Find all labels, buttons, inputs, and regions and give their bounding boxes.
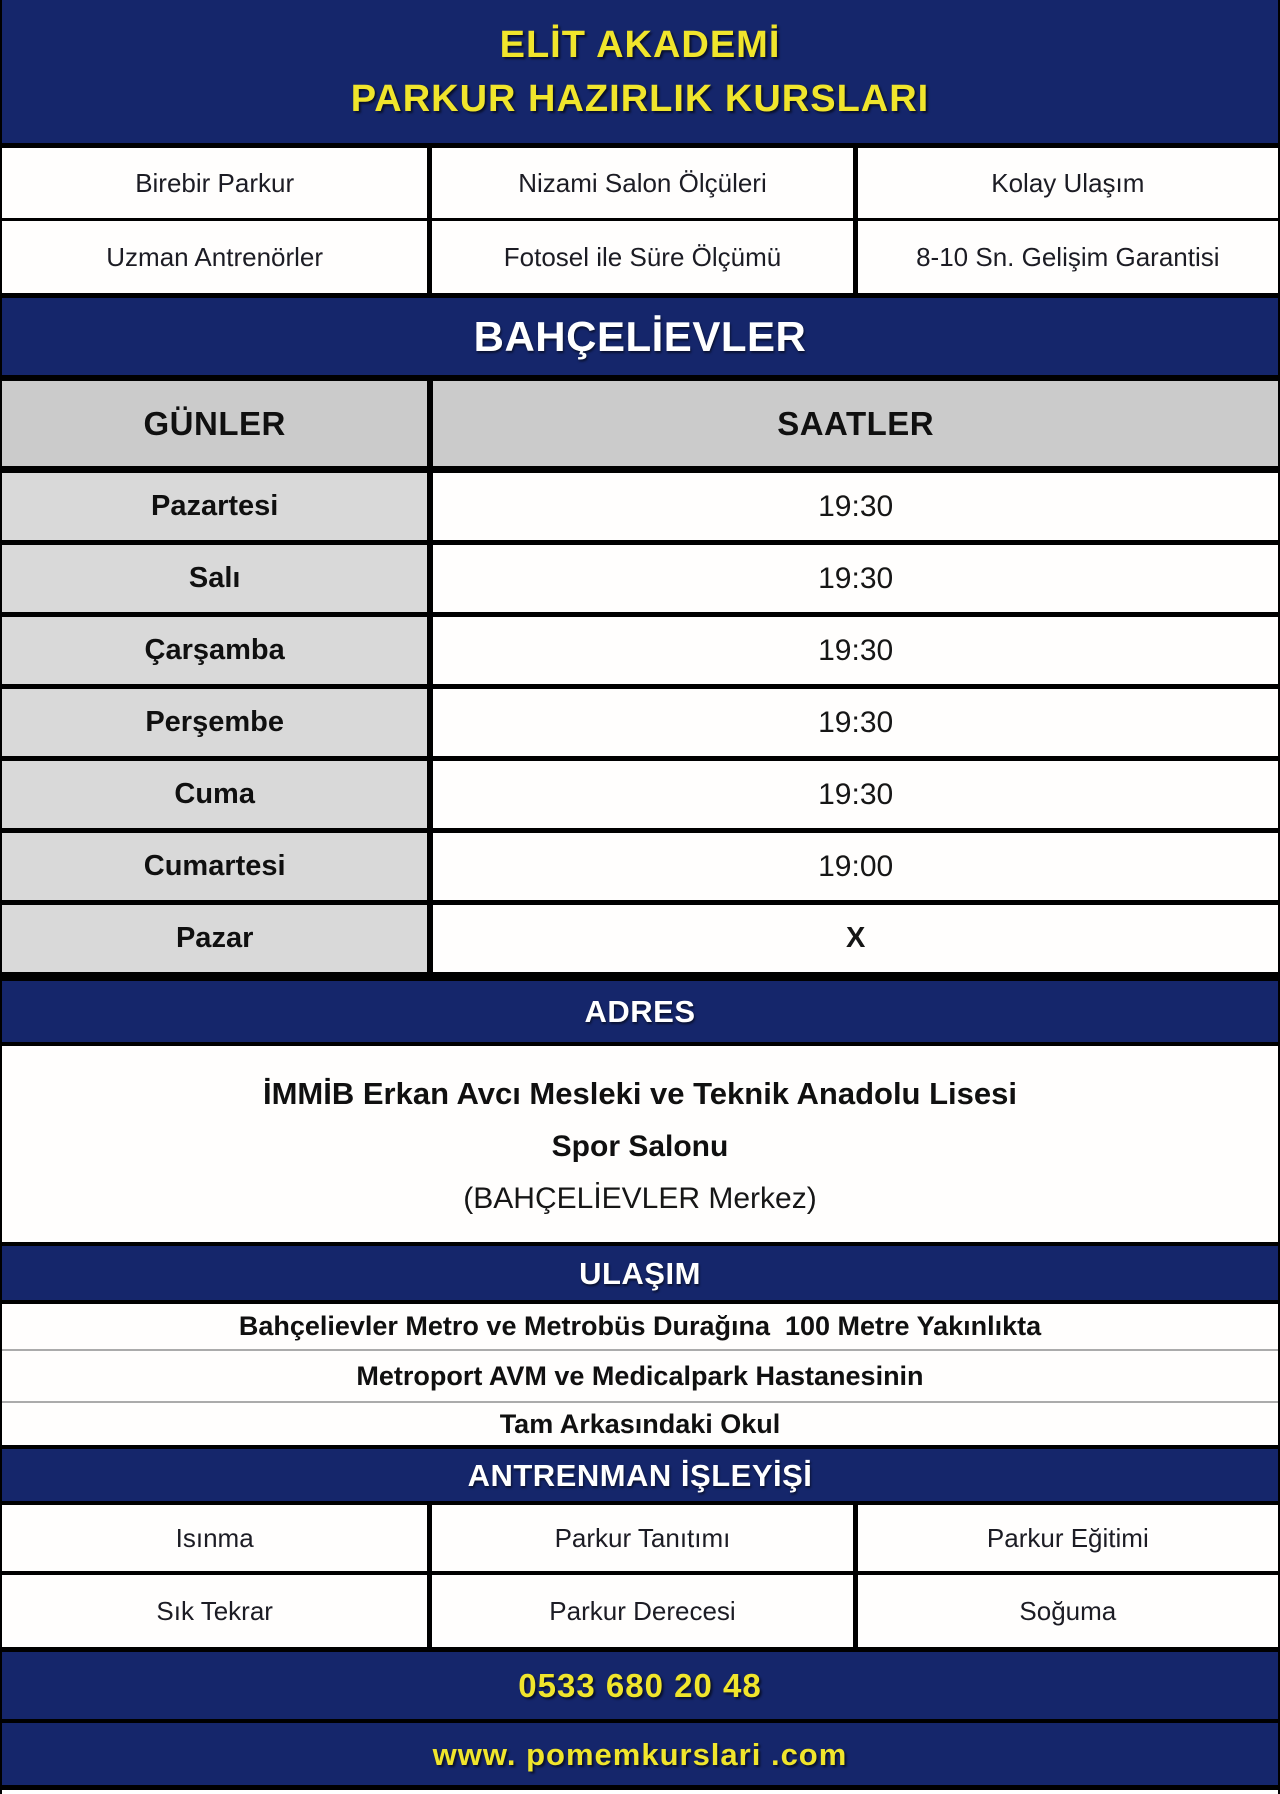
schedule-row-carsamba bbox=[2, 617, 1278, 689]
day-label: Cuma bbox=[2, 761, 427, 828]
time-value: 19:30 bbox=[427, 689, 1278, 756]
day-label: Salı bbox=[2, 545, 427, 612]
time-value: 19:30 bbox=[427, 545, 1278, 612]
transport-block bbox=[2, 1304, 1278, 1445]
adres-band bbox=[2, 977, 1278, 1046]
adres-band-label: ADRES bbox=[584, 994, 696, 1029]
transport-location-info: Tam Arkasındaki Okul bbox=[499, 1408, 781, 1439]
feature-row-2 bbox=[2, 221, 1278, 293]
branch-name: BAHÇELİEVLER bbox=[473, 312, 807, 360]
column-header-days: GÜNLER bbox=[2, 381, 427, 466]
address-block bbox=[2, 1046, 1278, 1242]
transport-metro-info: Bahçelievler Metro ve Metrobüs Durağına 100 Metre Yakınlıkta bbox=[2, 1304, 1278, 1351]
day-label: Çarşamba bbox=[2, 617, 427, 684]
schedule-row-pazar bbox=[2, 905, 1278, 977]
address-school-name: İMMİB Erkan Avcı Mesleki ve Teknik Anadolu Lisesi bbox=[262, 1076, 1017, 1111]
course-name: PARKUR HAZIRLIK KURSLARI bbox=[350, 77, 930, 120]
antrenman-band-label: ANTRENMAN İŞLEYİŞİ bbox=[467, 1457, 813, 1493]
day-label: Perşembe bbox=[2, 689, 427, 756]
time-value: 19:30 bbox=[427, 761, 1278, 828]
address-sport-hall: Spor Salonu bbox=[551, 1130, 729, 1163]
training-row-2 bbox=[2, 1575, 1278, 1647]
day-label: Pazar bbox=[2, 905, 427, 972]
address-district: (BAHÇELİEVLER Merkez) bbox=[463, 1182, 817, 1215]
website-band bbox=[2, 1723, 1278, 1790]
training-parkur-tanitimi: Parkur Tanıtımı bbox=[427, 1505, 852, 1571]
feature-kolay-ulasim: Kolay Ulaşım bbox=[853, 148, 1278, 218]
transport-landmark-info: Metroport AVM ve Medicalpark Hastanesinin bbox=[2, 1351, 1278, 1403]
phone-band bbox=[2, 1647, 1278, 1719]
day-label: Cumartesi bbox=[2, 833, 427, 900]
feature-uzman-antrenorler: Uzman Antrenörler bbox=[2, 221, 427, 293]
training-row-1 bbox=[2, 1505, 1278, 1575]
antrenman-band bbox=[2, 1445, 1278, 1505]
feature-fotosel-olcum: Fotosel ile Süre Ölçümü bbox=[427, 221, 852, 293]
time-value: 19:30 bbox=[427, 473, 1278, 540]
feature-birebir-parkur: Birebir Parkur bbox=[2, 148, 427, 218]
schedule-row-cuma bbox=[2, 761, 1278, 833]
phone-number: 0533 680 20 48 bbox=[518, 1667, 762, 1704]
ulasim-band-label: ULAŞIM bbox=[579, 1255, 701, 1291]
time-value: 19:00 bbox=[427, 833, 1278, 900]
academy-name: ELİT AKADEMİ bbox=[499, 23, 781, 66]
schedule-row-pazartesi bbox=[2, 473, 1278, 545]
branch-band bbox=[2, 293, 1278, 381]
training-isinma: Isınma bbox=[2, 1505, 427, 1571]
training-parkur-egitimi: Parkur Eğitimi bbox=[853, 1505, 1278, 1571]
feature-gelisim-garantisi: 8-10 Sn. Gelişim Garantisi bbox=[853, 221, 1278, 293]
title-band bbox=[2, 0, 1278, 148]
column-header-times: SAATLER bbox=[427, 381, 1278, 466]
feature-row-1 bbox=[2, 148, 1278, 221]
schedule-row-sali bbox=[2, 545, 1278, 617]
time-value-closed: X bbox=[427, 905, 1278, 972]
training-sik-tekrar: Sık Tekrar bbox=[2, 1575, 427, 1647]
schedule-row-persembe bbox=[2, 689, 1278, 761]
ulasim-band bbox=[2, 1242, 1278, 1304]
time-value: 19:30 bbox=[427, 617, 1278, 684]
website-url: www. pomemkurslari .com bbox=[432, 1736, 848, 1772]
training-soguma: Soğuma bbox=[853, 1575, 1278, 1647]
schedule-header-row bbox=[2, 381, 1278, 473]
feature-nizami-salon: Nizami Salon Ölçüleri bbox=[427, 148, 852, 218]
day-label: Pazartesi bbox=[2, 473, 427, 540]
training-parkur-derecesi: Parkur Derecesi bbox=[427, 1575, 852, 1647]
schedule-row-cumartesi bbox=[2, 833, 1278, 905]
